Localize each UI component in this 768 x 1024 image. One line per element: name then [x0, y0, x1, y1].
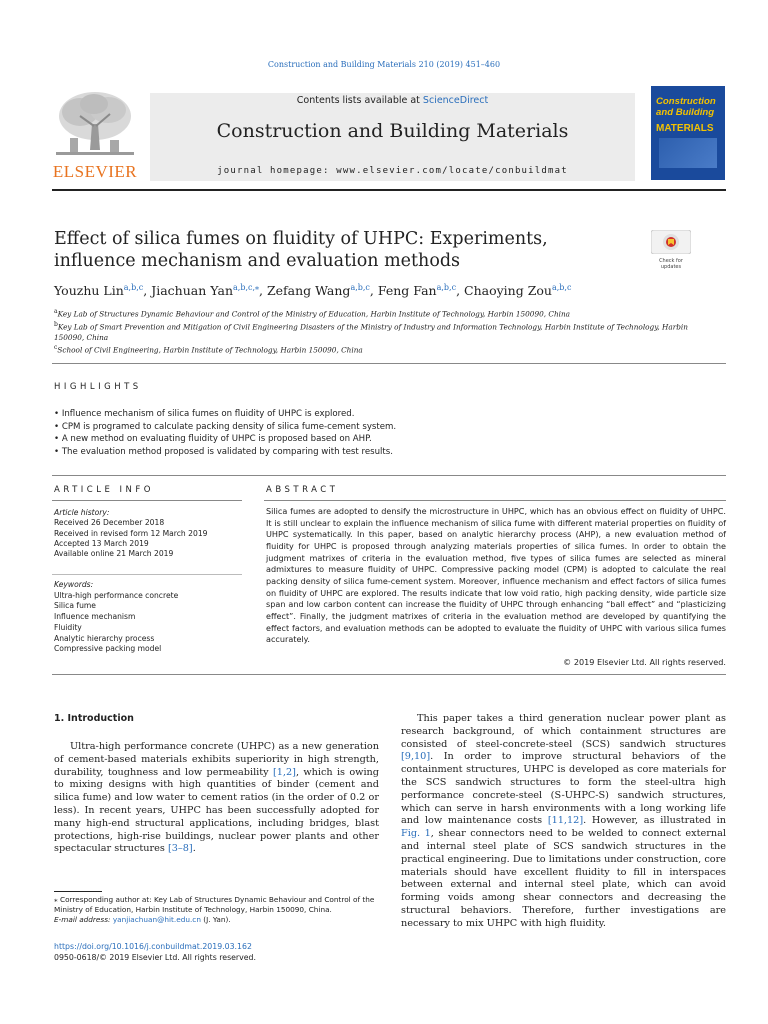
cover-subtitle: MATERIALS	[656, 123, 714, 134]
contents-line	[150, 95, 635, 106]
check-updates-line1: Check for	[659, 258, 683, 264]
paragraph-text: , which is owing to mixing designs with high quantities of binder (cement and silica fume) and low water to cement ratios (in the order of 0.2 or less). In recent years, UHPC has been successfully adopted for many high-end structural applications, including bridges, blast protections, high-rise buildings, nuclear power plants and other spectacular structures	[54, 766, 379, 855]
check-updates-line2: updates	[660, 264, 682, 270]
highlight-item: • The evaluation method proposed is validated by comparing with test results.	[54, 446, 714, 459]
keyword-item: Influence mechanism	[54, 612, 136, 622]
check-updates-icon	[651, 230, 691, 254]
affiliation-text: School of Civil Engineering, Harbin Institute of Technology, Harbin 150090, China	[57, 345, 363, 355]
affiliation-marker: a	[54, 308, 58, 315]
history-item: Available online 21 March 2019	[54, 549, 174, 559]
article-history	[54, 508, 244, 559]
paragraph-text: This paper takes a third generation nuclear power plant as research background, of which containment structures are consisted of steel-concrete-steel (SCS) sandwich structures	[401, 713, 726, 750]
keyword-item: Compressive packing model	[54, 644, 162, 654]
keywords	[54, 580, 244, 655]
history-item: Received in revised form 12 March 2019	[54, 528, 208, 538]
email-label: E-mail address:	[54, 915, 113, 925]
reference-link[interactable]: [1,2]	[272, 766, 296, 778]
history-item: Received 26 December 2018	[54, 518, 165, 528]
affiliation-item	[54, 320, 714, 343]
keyword-item: Silica fume	[54, 601, 96, 611]
issn-copyright: 0950-0618/© 2019 Elsevier Ltd. All rights reserved.	[54, 953, 256, 962]
corresponding-author-footnote	[54, 895, 379, 926]
article-info-heading: ARTICLE INFO	[54, 485, 154, 495]
author-affiliation-marks[interactable]: a,b,c	[551, 283, 572, 292]
author-name[interactable]: Youzhu Lin	[54, 283, 124, 299]
author-separator: ,	[143, 283, 152, 299]
highlight-item: • CPM is programed to calculate packing density of silica fume-cement system.	[54, 421, 714, 434]
author-affiliation-marks[interactable]: a,b,c	[436, 283, 457, 292]
paragraph-text: .	[192, 843, 196, 855]
affiliation-item	[54, 307, 714, 320]
affiliation-rule	[52, 363, 726, 364]
keywords-rule	[52, 574, 242, 575]
history-label: Article history:	[54, 508, 110, 517]
affiliation-marker: c	[54, 344, 58, 352]
journal-citation[interactable]: Construction and Building Materials 210 (2019) 451–460	[267, 60, 501, 69]
journal-homepage[interactable]: journal homepage: www.elsevier.com/locate/conbuildmat	[217, 166, 568, 176]
article-info-rule	[52, 500, 242, 501]
journal-title: Construction and Building Materials	[216, 120, 569, 142]
author-affiliation-marks[interactable]: a,b,c	[350, 283, 370, 292]
affiliation-item	[54, 343, 714, 356]
author-name[interactable]: Feng Fan	[377, 283, 437, 299]
cover-graphic	[659, 138, 717, 168]
author-separator: ,	[456, 283, 465, 299]
reference-link[interactable]: Fig. 1	[401, 828, 431, 840]
history-items	[54, 518, 244, 559]
contents-prefix: Contents lists available at	[296, 95, 423, 106]
paragraph-text: . However, as illustrated in	[583, 815, 726, 827]
keyword-item: Ultra-high performance concrete	[54, 590, 179, 600]
author-affiliation-marks[interactable]: a,b,c,⁎	[233, 283, 260, 292]
paragraph-text: . In order to improve structural behaviors of the containment structures, UHPC is developed as core materials for the SCS sandwich structures to form the steel-ultra high performance concrete-steel (S-UHPC-S) sandwich structures, which can serve in harsh environments with a long working life and low maintenance costs	[401, 751, 726, 827]
affiliation-text: Key Lab of Smart Prevention and Mitigation of Civil Engineering Disasters of the Ministry of Industry and Information Technology, Harbin Institute of Technology, Harbin 150090, China	[54, 322, 688, 342]
abstract-text: Silica fumes are adopted to densify the microstructure in UHPC, which has an obvious effect on fluidity of UHPC. It is still unclear to explain the influence mechanism of silica fume with different material properties on fluidity of UHPC systematically. In this paper, based on analytic hierarchy process (AHP), a new evaluation method of fluidity for UHPC is proposed through analyzing materials properties of silica fumes. In order to obtain the judgment matrixes of criteria in the evaluation method, five types of silica fumes are selected as mineral admixtures to measure fluidity of UHPC. Compressive packing model (CPM) is adopted to calculate the real packing density of silica fume-cement system. Moreover, influence mechanism and effect factors of silica fumes on fluidity of UHPC are explored. The results indicate that low void ratio, high packing density, wide particle size span and low carbon content can increase the fluidity of UHPC through enhancing “ball effect” and “plasticizing effect”. Finally, the judgment matrixes of criteria in the evaluation method are developed by quantifying the effect factors, and evaluation methods can be adopted to evaluate the fluidity of UHPC with various silica fumes accurately.	[266, 506, 726, 645]
author-list	[54, 283, 714, 298]
highlight-item: • A new method on evaluating fluidity of UHPC is proposed based on AHP.	[54, 433, 714, 446]
author-email-link[interactable]: yanjiachuan@hit.edu.cn	[112, 915, 201, 925]
check-for-updates-badge[interactable]	[651, 230, 691, 270]
affiliations	[54, 307, 714, 356]
author-name[interactable]: Jiachuan Yan	[151, 283, 234, 299]
author-name[interactable]: Zefang Wang	[266, 283, 351, 299]
paragraph-text: Ultra-high performance concrete (UHPC) as a new generation of cement-based materials exhibits superiority in high strength, durability, toughness and low permeability	[54, 741, 379, 778]
keywords-label: Keywords:	[54, 580, 94, 589]
abstract-rule	[264, 500, 726, 501]
keyword-items	[54, 591, 244, 655]
highlights-heading: HIGHLIGHTS	[54, 382, 142, 392]
reference-link[interactable]: [3–8]	[167, 843, 193, 855]
abstract-heading: ABSTRACT	[266, 485, 339, 495]
affiliation-marker: b	[54, 320, 58, 328]
author-affiliation-marks[interactable]: a,b,c	[123, 283, 144, 292]
footnote-rule	[54, 891, 102, 892]
author-separator: ,	[259, 283, 267, 299]
keyword-item: Analytic hierarchy process	[54, 633, 155, 643]
article-title: Effect of silica fumes on fluidity of UHPC: Experiments, influence mechanism and evaluation methods	[54, 229, 548, 271]
abstract-bottom-rule	[52, 674, 726, 675]
affiliation-text: Key Lab of Structures Dynamic Behaviour and Control of the Ministry of Education, Harbin Institute of Technology, Harbin 150090, China	[57, 309, 571, 319]
keyword-item: Fluidity	[54, 622, 82, 632]
footnote-marker: ⁎	[54, 895, 58, 904]
reference-link[interactable]: [9,10]	[401, 751, 431, 763]
sciencedirect-link[interactable]: ScienceDirect	[422, 95, 489, 106]
reference-link[interactable]: [11,12]	[547, 815, 584, 827]
intro-paragraph-1	[54, 741, 379, 856]
cover-title: Construction and Building	[656, 96, 716, 118]
elsevier-logo[interactable]	[50, 86, 140, 182]
doi-link[interactable]: https://doi.org/10.1016/j.conbuildmat.2019.03.162	[54, 942, 252, 951]
highlights-rule	[52, 475, 726, 476]
history-item: Accepted 13 March 2019	[54, 538, 149, 548]
paragraph-text: , shear connectors need to be welded to connect external and internal steel plate of SCS sandwich structures in the practical engineering. Due to limitations under construction, core materials should have excellent fluidity to fill in interspaces between external and internal steel plate, which can avoid forming voids among shear connectors and decreasing the structural behaviors. Therefore, further investigations are necessary to mix UHPC with high fluidity.	[401, 828, 726, 929]
email-suffix: (J. Yan).	[200, 915, 231, 925]
highlights-list	[54, 408, 714, 459]
journal-cover[interactable]	[651, 86, 725, 180]
abstract-copyright: © 2019 Elsevier Ltd. All rights reserved.	[563, 657, 726, 667]
author-name[interactable]: Chaoying Zou	[464, 283, 552, 299]
publisher-wordmark: ELSEVIER	[52, 162, 138, 181]
highlight-item: • Influence mechanism of silica fumes on fluidity of UHPC is explored.	[54, 408, 714, 421]
author-separator: ,	[369, 283, 378, 299]
header-rule	[52, 189, 726, 191]
intro-paragraph-2	[401, 713, 726, 931]
introduction-heading: 1. Introduction	[54, 713, 134, 724]
footnote-text: Corresponding author at: Key Lab of Structures Dynamic Behaviour and Control of the Ministry of Education, Harbin Institute of Technology, Harbin 150090, China.	[54, 895, 375, 915]
